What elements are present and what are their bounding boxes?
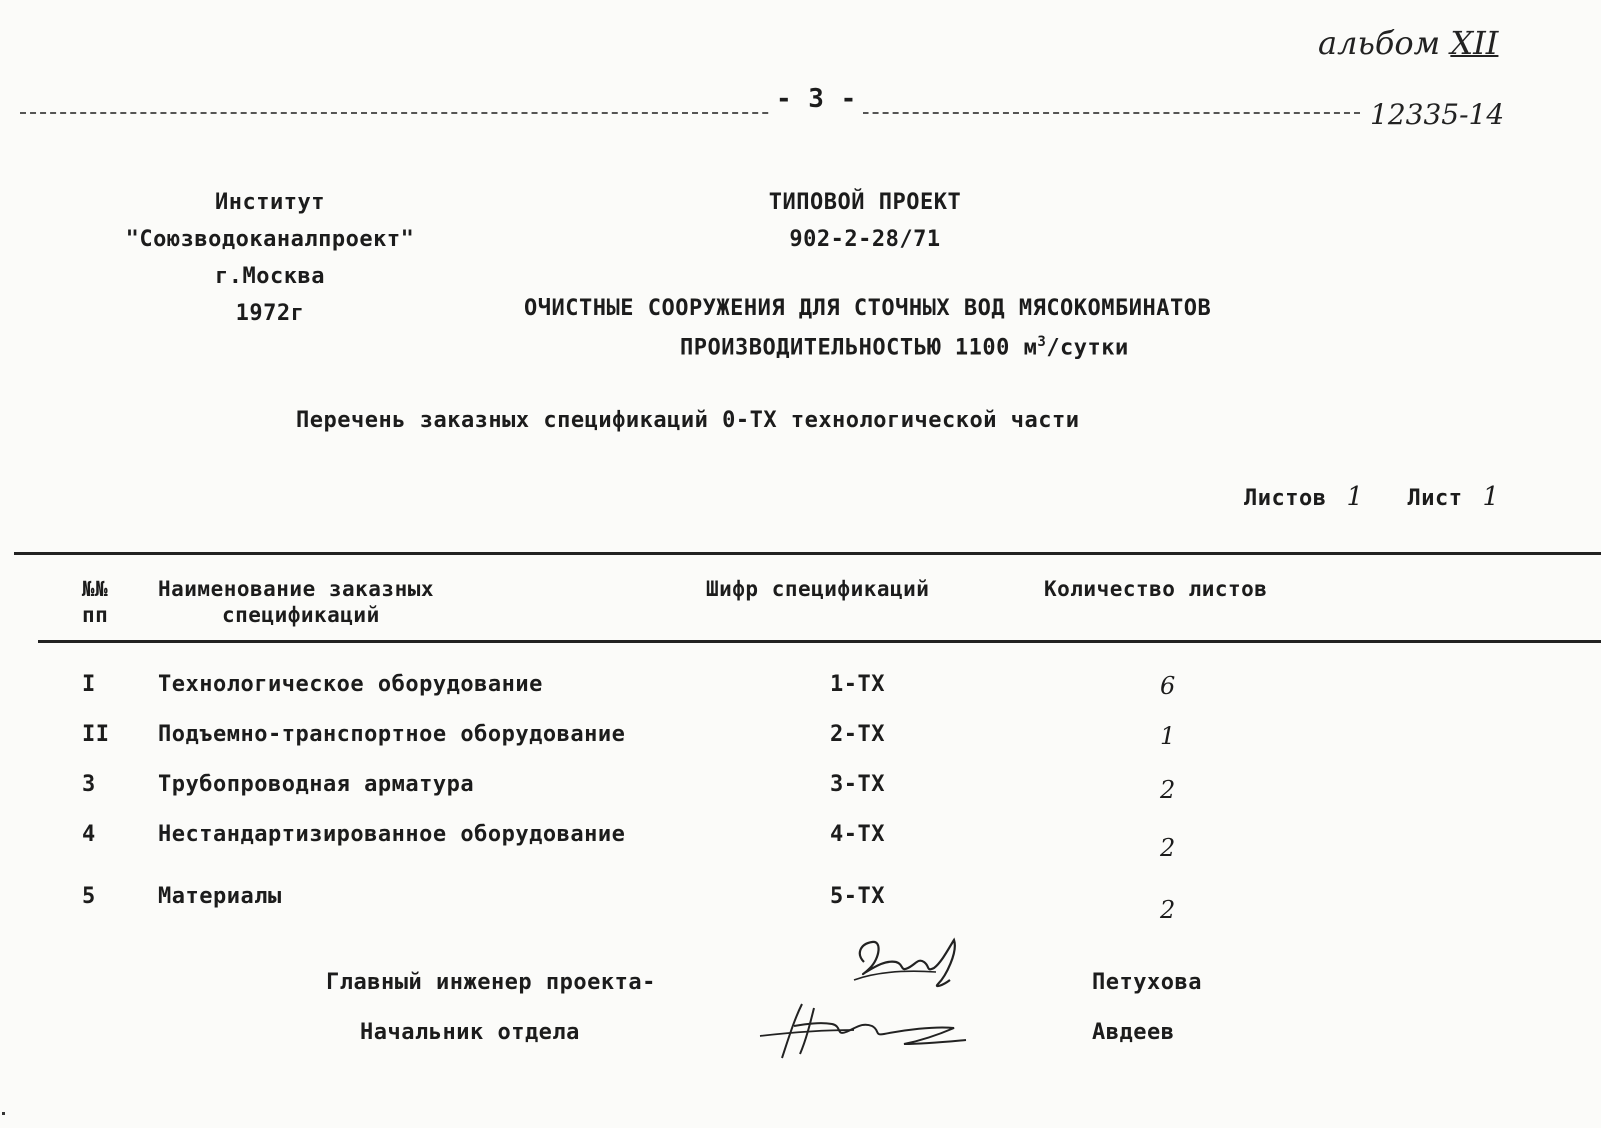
row-code: 4-ТХ (830, 822, 885, 847)
title-line2-suffix: /сутки (1046, 335, 1129, 361)
table-row (0, 772, 1601, 812)
row-name: Технологическое оборудование (158, 672, 543, 697)
signature-name-chief-engineer: Петухова (1092, 970, 1202, 995)
institute-name: "Союзводоканалпроект" (125, 227, 415, 252)
scan-mark (2, 1112, 5, 1115)
signature-scribble-2 (754, 996, 984, 1066)
institute-block (70, 184, 470, 332)
title-line2-sup: 3 (1037, 334, 1047, 350)
project-block (700, 184, 1030, 258)
table-top-rule (14, 552, 1601, 555)
row-number: II (82, 722, 110, 747)
row-code: 5-ТХ (830, 884, 885, 909)
row-code: 3-ТХ (830, 772, 885, 797)
row-quantity: 1 (1160, 722, 1176, 750)
row-quantity: 6 (1160, 672, 1176, 700)
project-label: ТИПОВОЙ ПРОЕКТ (768, 190, 962, 215)
institute-label: Институт (215, 190, 325, 215)
table-row (0, 884, 1601, 924)
sheets-total-value: 1 (1346, 482, 1364, 512)
header-quantity: Количество листов (1044, 577, 1268, 601)
header-code: Шифр спецификаций (706, 577, 930, 601)
row-quantity: 2 (1160, 834, 1176, 862)
header-number (82, 576, 108, 628)
table-row (0, 672, 1601, 712)
album-number: XII (1450, 24, 1499, 62)
project-code: 902-2-28/71 (789, 227, 941, 252)
row-name: Материалы (158, 884, 282, 909)
project-title-line1: ОЧИСТНЫЕ СООРУЖЕНИЯ ДЛЯ СТОЧНЫХ ВОД МЯСОКОМБИНАТОВ (524, 296, 1212, 321)
sheet-info (1244, 482, 1500, 512)
row-name: Трубопроводная арматура (158, 772, 475, 797)
page-number: - 3 - (770, 84, 863, 114)
signature-role-department-head: Начальник отдела (360, 1020, 580, 1045)
header-dashed-rule (20, 112, 1360, 114)
row-number: 5 (82, 884, 96, 909)
row-name: Нестандартизированное оборудование (158, 822, 626, 847)
institute-city: г.Москва (215, 264, 325, 289)
album-label: альбом (1318, 24, 1441, 62)
table-row (0, 722, 1601, 762)
sheets-total-label: Листов (1244, 486, 1327, 511)
table-row (0, 822, 1601, 862)
header-number-line2: пп (82, 603, 109, 627)
project-title-line2 (680, 334, 1129, 360)
row-code: 1-ТХ (830, 672, 885, 697)
header-name (158, 576, 434, 628)
row-number: 3 (82, 772, 96, 797)
row-quantity: 2 (1160, 776, 1176, 804)
institute-year: 1972г (235, 301, 305, 326)
document-subject: Перечень заказных спецификаций 0-ТХ технологической части (296, 408, 1080, 433)
header-name-line2: спецификаций (222, 603, 380, 627)
row-number: I (82, 672, 96, 697)
sheet-value: 1 (1482, 482, 1500, 512)
header-name-line1: Наименование заказных (158, 577, 435, 601)
signature-role-chief-engineer: Главный инженер проекта- (326, 970, 656, 995)
row-quantity: 2 (1160, 896, 1176, 924)
row-code: 2-ТХ (830, 722, 885, 747)
document-number: 12335-14 (1370, 98, 1505, 131)
table-header-rule (38, 640, 1601, 643)
album-mark (1318, 24, 1498, 62)
sheet-label: Лист (1407, 486, 1463, 511)
row-name: Подъемно-транспортное оборудование (158, 722, 626, 747)
signature-scribble-1 (846, 932, 976, 1002)
header-number-line1: №№ (82, 577, 109, 601)
row-number: 4 (82, 822, 96, 847)
title-line2-prefix: ПРОИЗВОДИТЕЛЬНОСТЬЮ 1100 м (680, 335, 1038, 361)
signature-name-department-head: Авдеев (1092, 1020, 1175, 1045)
